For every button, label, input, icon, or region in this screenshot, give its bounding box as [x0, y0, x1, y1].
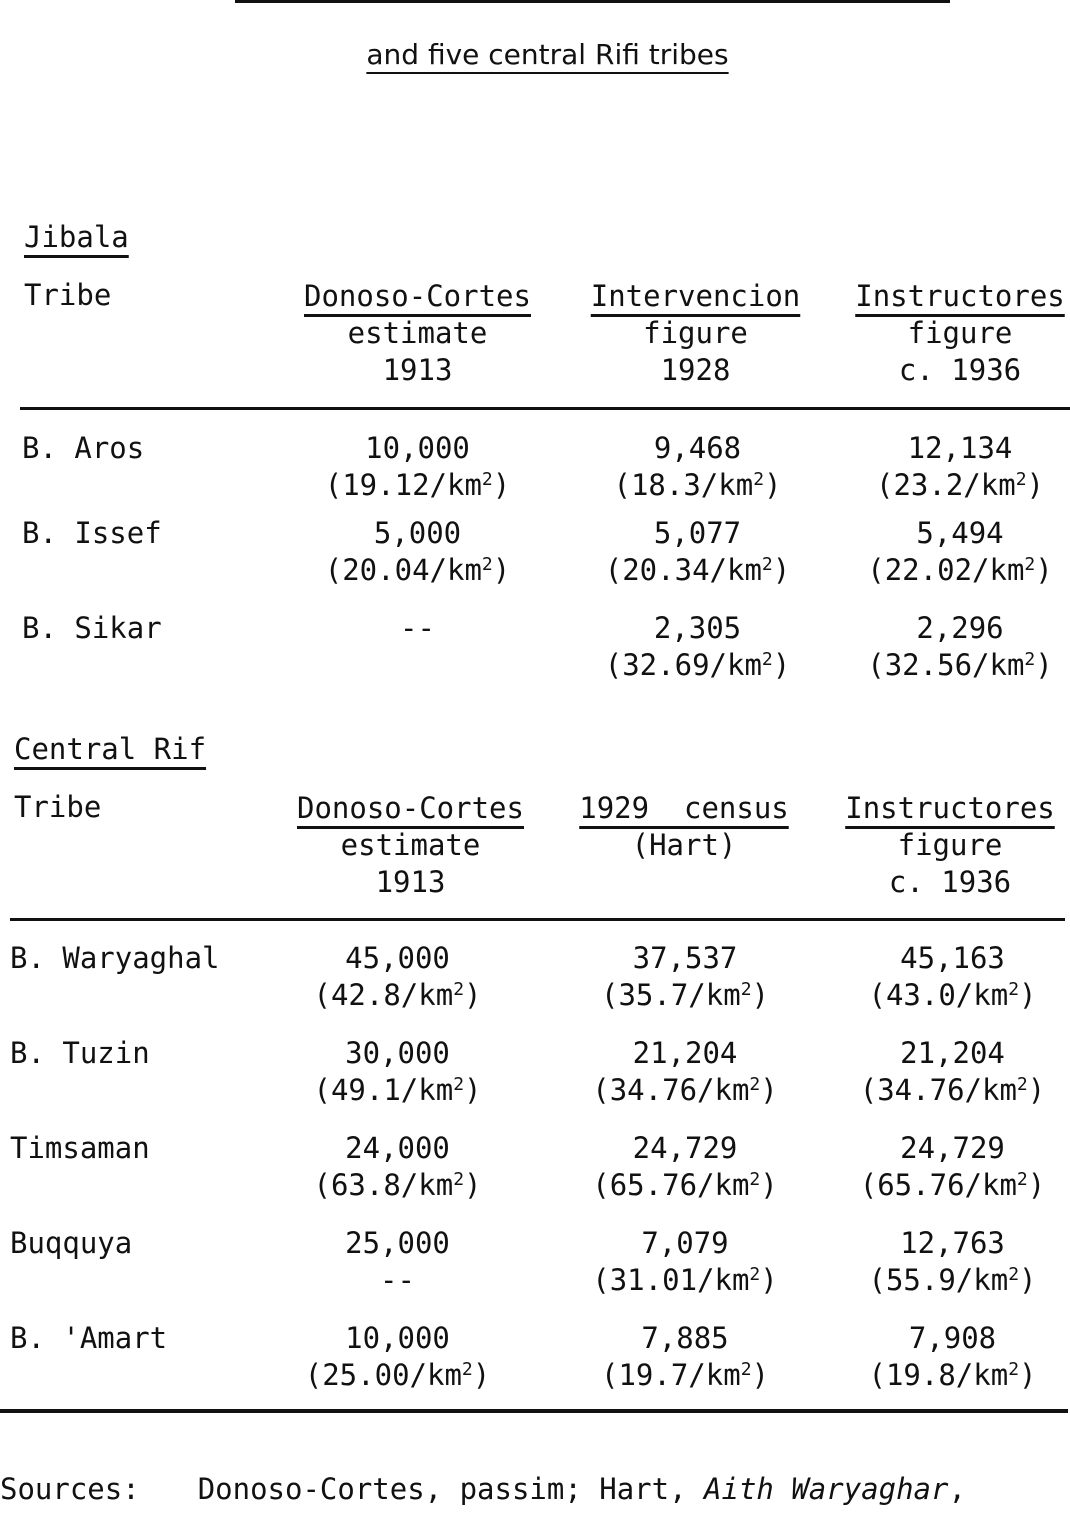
superscript-2: 2: [749, 1074, 761, 1095]
sources-text: Donoso-Cortes, passim; Hart,: [197, 1472, 687, 1506]
column-header-intervencion: [578, 278, 813, 389]
population-value: 21,204: [632, 1036, 738, 1070]
population-value: 7,079: [641, 1226, 729, 1260]
superscript-2: 2: [1016, 1169, 1028, 1190]
table-cell: [565, 1130, 805, 1204]
superscript-2: 2: [453, 1074, 465, 1095]
header-source: Instructores: [855, 279, 1065, 313]
density-value: $(19.7/km^2)$: [601, 1358, 769, 1392]
density-value: $(31.01/km^2)$: [592, 1263, 778, 1297]
table-cell: [835, 940, 1070, 1014]
header-kind: figure: [897, 828, 1003, 862]
density-value: $(65.76/km^2)$: [859, 1168, 1046, 1202]
population-value: 21,204: [900, 1036, 1005, 1070]
table-cell: [285, 515, 550, 589]
superscript-2: 2: [740, 979, 752, 1000]
header-source: Instructores: [845, 791, 1055, 825]
superscript-2: 2: [1008, 1264, 1020, 1285]
superscript-2: 2: [749, 1264, 761, 1285]
superscript-2: 2: [453, 1169, 465, 1190]
header-source: Donoso-Cortes: [304, 279, 531, 313]
sources-note: [0, 1472, 966, 1506]
table-cell: [835, 1225, 1070, 1299]
header-source: Donoso-Cortes: [297, 791, 524, 825]
header-kind: figure: [643, 316, 748, 350]
density-value: $(25.00/km^2)$: [304, 1358, 491, 1392]
section-heading-jibala: Jibala: [24, 220, 129, 254]
top-rule: [235, 0, 950, 3]
superscript-2: 2: [1024, 649, 1036, 670]
density-value: $(34.76/km^2)$: [859, 1073, 1046, 1107]
population-value: 2,296: [916, 611, 1004, 645]
table-cell: [275, 1130, 520, 1204]
population-value: 2,305: [653, 611, 742, 645]
sources-trail: ,: [948, 1472, 966, 1506]
density-value: $(34.76/km^2)$: [592, 1073, 778, 1107]
column-header-tribe: Tribe: [24, 278, 112, 312]
table-cell: [565, 1225, 805, 1299]
tribe-name: B. Aros: [22, 431, 145, 465]
header-kind: figure: [907, 316, 1013, 350]
table-cell: [275, 1320, 520, 1394]
population-value: 24,000: [345, 1131, 450, 1165]
table-cell: [565, 1035, 805, 1109]
superscript-2: 2: [1015, 469, 1027, 490]
density-value: $(35.7/km^2)$: [601, 978, 769, 1012]
table-cell: [285, 430, 550, 504]
header-source: 1929 census: [579, 791, 789, 825]
population-value: 30,000: [345, 1036, 450, 1070]
density-value: $(49.1/km^2)$: [313, 1073, 482, 1107]
superscript-2: 2: [1016, 1074, 1028, 1095]
population-value: --: [400, 611, 435, 645]
table-cell: [845, 430, 1070, 504]
density-value: --: [380, 1263, 415, 1297]
density-value: $(23.2/km^2)$: [876, 468, 1044, 502]
population-value: 7,908: [908, 1321, 997, 1355]
table-cell: [845, 610, 1070, 684]
population-value: 12,763: [900, 1226, 1005, 1260]
bottom-rule: [0, 1409, 1068, 1413]
superscript-2: 2: [461, 1359, 473, 1380]
superscript-2: 2: [1008, 979, 1020, 1000]
header-source: Intervencion: [590, 279, 801, 313]
density-value: $(20.04/km^2)$: [324, 553, 511, 587]
superscript-2: 2: [453, 979, 465, 1000]
column-header-donoso: [290, 278, 545, 389]
density-value: $(19.12/km^2)$: [324, 468, 511, 502]
density-value: $(63.8/km^2)$: [313, 1168, 482, 1202]
superscript-2: 2: [481, 469, 493, 490]
column-header-instructores: [835, 790, 1065, 901]
population-value: 9,468: [653, 431, 742, 465]
population-value: 5,000: [373, 516, 462, 550]
tribe-name: B. Tuzin: [10, 1036, 150, 1070]
tribe-name: Timsaman: [10, 1131, 150, 1165]
tribe-name: B. 'Amart: [10, 1321, 168, 1355]
superscript-2: 2: [761, 649, 773, 670]
header-year: 1928: [660, 353, 731, 387]
table-cell: [275, 1225, 520, 1299]
column-header-1929-census: [568, 790, 800, 864]
density-value: $(18.3/km^2)$: [613, 468, 782, 502]
header-year: 1913: [375, 865, 446, 899]
table-cell: [835, 1035, 1070, 1109]
column-header-tribe: Tribe: [14, 790, 102, 824]
population-value: 37,537: [632, 941, 738, 975]
header-rule: [10, 918, 1065, 921]
table-cell: [575, 515, 820, 589]
population-value: 10,000: [365, 431, 470, 465]
tribe-name: B. Issef: [22, 516, 162, 550]
table-cell: [285, 610, 550, 647]
table-cell: [575, 430, 820, 504]
superscript-2: 2: [481, 554, 493, 575]
population-value: 45,163: [900, 941, 1005, 975]
population-value: 25,000: [345, 1226, 450, 1260]
density-value: $(32.56/km^2)$: [867, 648, 1053, 682]
table-cell: [275, 940, 520, 1014]
population-value: 7,885: [641, 1321, 729, 1355]
density-value: $(32.69/km^2)$: [604, 648, 791, 682]
header-kind: (Hart): [631, 828, 737, 862]
superscript-2: 2: [749, 1169, 761, 1190]
header-kind: estimate: [347, 316, 488, 350]
section-heading-central-rif: Central Rif: [14, 732, 207, 766]
header-rule: [20, 407, 1070, 410]
population-value: 12,134: [907, 431, 1013, 465]
superscript-2: 2: [740, 1359, 752, 1380]
tribe-name: Buqquya: [10, 1226, 133, 1260]
population-value: 24,729: [632, 1131, 738, 1165]
superscript-2: 2: [761, 554, 773, 575]
density-value: $(43.0/km^2)$: [868, 978, 1037, 1012]
header-year: 1913: [382, 353, 453, 387]
density-value: $(20.34/km^2)$: [604, 553, 791, 587]
header-kind: estimate: [340, 828, 481, 862]
table-cell: [565, 1320, 805, 1394]
table-cell: [575, 610, 820, 684]
population-value: 5,494: [916, 516, 1004, 550]
table-cell: [565, 940, 805, 1014]
table-cell: [835, 1130, 1070, 1204]
tribe-name: B. Waryaghal: [10, 941, 220, 975]
population-value: 10,000: [345, 1321, 450, 1355]
column-header-donoso: [283, 790, 538, 901]
superscript-2: 2: [1024, 554, 1036, 575]
superscript-2: 2: [753, 469, 765, 490]
tribe-name: B. Sikar: [22, 611, 162, 645]
table-cell: [275, 1035, 520, 1109]
column-header-instructores: [845, 278, 1070, 389]
population-value: 45,000: [345, 941, 450, 975]
header-year: c. 1936: [898, 353, 1022, 387]
density-value: $(65.76/km^2)$: [592, 1168, 778, 1202]
table-cell: [845, 515, 1070, 589]
superscript-2: 2: [1008, 1359, 1020, 1380]
population-value: 5,077: [653, 516, 742, 550]
density-value: $(42.8/km^2)$: [313, 978, 482, 1012]
sources-label: Sources:: [0, 1472, 140, 1506]
sources-italic-title: Aith Waryaghar: [704, 1472, 949, 1506]
density-value: $(19.8/km^2)$: [868, 1358, 1037, 1392]
population-value: 24,729: [900, 1131, 1005, 1165]
density-value: $(22.02/km^2)$: [867, 553, 1053, 587]
header-year: c. 1936: [888, 865, 1012, 899]
table-cell: [835, 1320, 1070, 1394]
density-value: $(55.9/km^2)$: [868, 1263, 1037, 1297]
table-title: and five central Rifi tribes: [366, 38, 729, 71]
